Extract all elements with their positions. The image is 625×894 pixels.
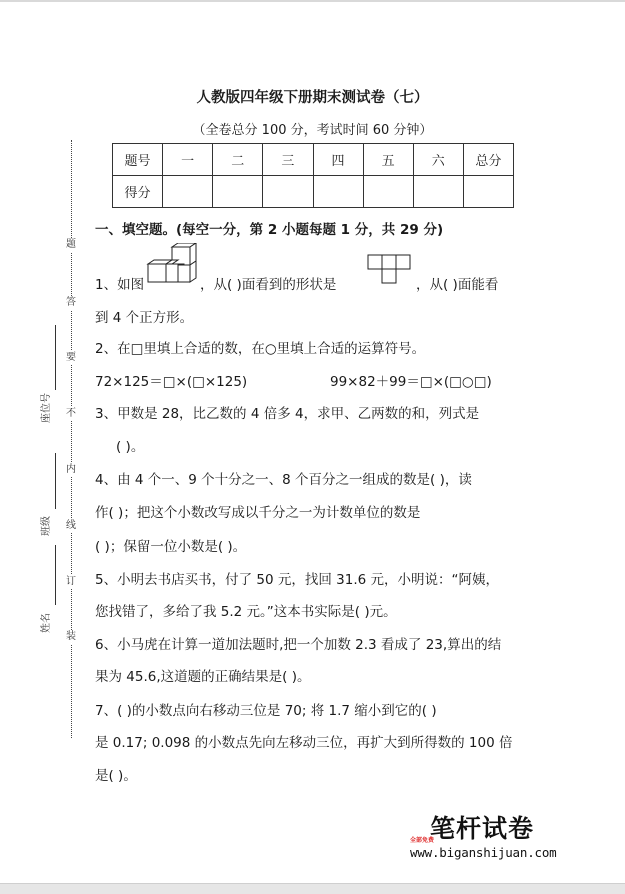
score-cell[interactable] [413, 176, 463, 208]
question-5-text: 5、小明去书店买书，付了 50 元，找回 31.6 元，小明说：“阿姨， [95, 572, 499, 588]
binding-char: 内 [66, 464, 76, 475]
score-table-header-cell: 六 [413, 144, 463, 176]
score-cell[interactable] [463, 176, 513, 208]
class-underline [55, 453, 56, 509]
score-table [112, 143, 514, 208]
score-table-header-cell: 题号 [113, 144, 163, 176]
binding-dotted-line [71, 140, 72, 738]
name-label: 姓名 [41, 613, 52, 633]
score-table-header-cell: 二 [213, 144, 263, 176]
score-table-header-cell: 四 [313, 144, 363, 176]
binding-char: 题 [66, 239, 76, 250]
section-heading: 一、填空题。(每空一分，第 2 小题每题 1 分，共 29 分) [95, 222, 444, 238]
cubes-figure-icon [146, 243, 198, 285]
page-bottom-edge [0, 884, 625, 894]
page-title: 人教版四年级下册期末测试卷（七） [196, 90, 429, 106]
question-7-text: 是 0.17; 0.098 的小数点先向左移动三位，再扩大到所得数的 100 倍 [95, 735, 513, 751]
question-4-text: 作( )；把这个小数改写成以千分之一为计数单位的数是 [95, 505, 421, 521]
question-2-text: 2、在□里填上合适的数，在○里填上合适的运算符号。 [95, 341, 426, 357]
question-5-text: 您找错了，多给了我 5.2 元。”这本书实际是( )元。 [95, 604, 397, 620]
question-7-text: 7、( )的小数点向右移动三位是 70; 将 1.7 缩小到它的( ) [95, 703, 437, 719]
score-table-header-row [113, 144, 514, 176]
class-label: 班级 [41, 516, 52, 536]
question-1-text: 到 4 个正方形。 [95, 310, 194, 326]
question-3-text: 3、甲数是 28，比乙数的 4 倍多 4，求甲、乙两数的和，列式是 [95, 406, 480, 422]
score-cell[interactable] [363, 176, 413, 208]
score-table-header-cell: 一 [163, 144, 213, 176]
score-table-header-cell: 总分 [463, 144, 513, 176]
question-2-left-expression: 72×125＝□×(□×125) [95, 374, 248, 390]
site-logo [410, 809, 560, 865]
question-1-text: 1、如图 [95, 277, 145, 293]
question-6-text: 6、小马虎在计算一道加法题时,把一个加数 2.3 看成了 23,算出的结 [95, 637, 502, 653]
binding-char: 不 [66, 408, 76, 419]
question-2-right-expression: 99×82＋99＝□×(□○□) [330, 374, 492, 390]
score-table-score-row [113, 176, 514, 208]
binding-char: 订 [66, 576, 76, 587]
logo-url: www.biganshijuan.com [410, 845, 557, 860]
score-cell[interactable] [263, 176, 313, 208]
question-1-text: ，从( )面能看 [416, 277, 499, 293]
binding-char: 线 [66, 520, 76, 531]
score-cell[interactable] [213, 176, 263, 208]
logo-badge: 全部免费 [410, 837, 435, 844]
question-1-text: ，从( )面看到的形状是 [200, 277, 337, 293]
binding-char: 答 [66, 297, 76, 308]
score-table-header-cell: 三 [263, 144, 313, 176]
score-cell[interactable] [163, 176, 213, 208]
question-7-text: 是( )。 [95, 768, 137, 784]
question-3-answer-blank: ( )。 [116, 439, 145, 455]
question-4-text: ( )；保留一位小数是( )。 [95, 539, 247, 555]
page-top-edge [0, 0, 625, 2]
binding-char: 要 [66, 352, 76, 363]
view-shape-icon [367, 254, 413, 288]
score-row-label: 得分 [113, 176, 163, 208]
logo-name: 笔杆试卷 [430, 814, 535, 843]
question-4-text: 4、由 4 个一、9 个十分之一、8 个百分之一组成的数是( )，读 [95, 472, 472, 488]
name-underline [55, 545, 56, 605]
score-table-header-cell: 五 [363, 144, 413, 176]
seat-number-underline [55, 325, 56, 390]
question-6-text: 果为 45.6,这道题的正确结果是( )。 [95, 669, 311, 685]
score-cell[interactable] [313, 176, 363, 208]
seat-number-label: 座位号 [41, 393, 52, 423]
binding-char: 装 [66, 631, 76, 642]
page-subtitle: （全卷总分 100 分，考试时间 60 分钟） [192, 123, 433, 138]
